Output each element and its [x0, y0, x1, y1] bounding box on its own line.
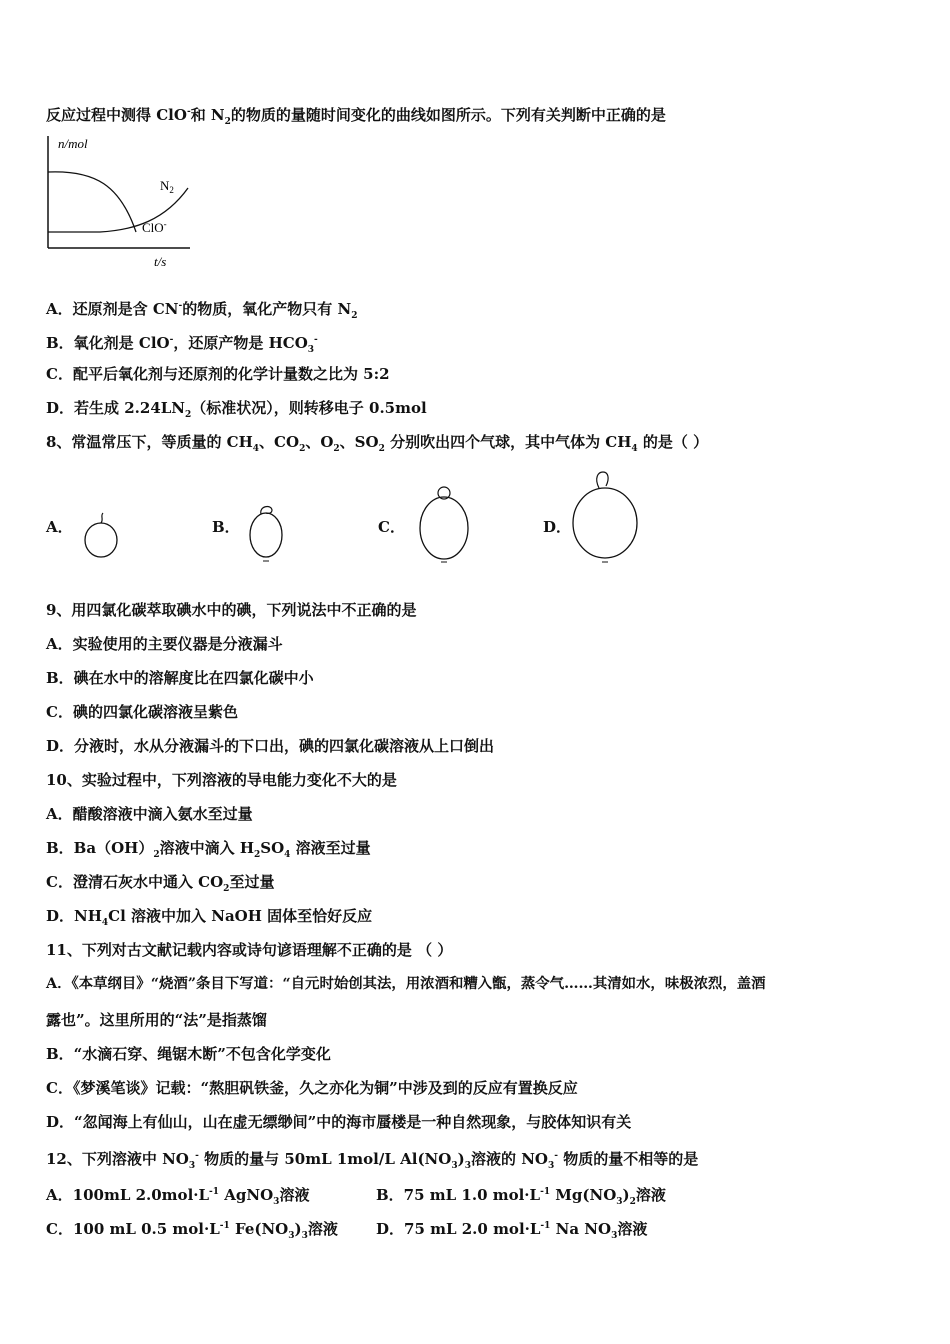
y-axis-label: n/mol	[58, 136, 88, 151]
q8-option-a-label: A．	[46, 518, 73, 536]
q8-option-d-label: D．	[543, 518, 572, 536]
q9-option-a: A．实验使用的主要仪器是分液漏斗	[46, 635, 283, 653]
balloon-d	[568, 468, 642, 564]
q11-option-b: B．“水滴石穿、绳锯木断”不包含化学变化	[46, 1045, 331, 1063]
q10-option-a: A．醋酸溶液中滴入氨水至过量	[46, 805, 253, 823]
q10-option-c: C．澄清石灰水中通入 $CO_2$至过量	[46, 873, 275, 894]
q10-option-b: B．$Ba(OH)_2$溶液中滴入 $H_2SO_4$ 溶液至过量	[46, 839, 371, 860]
x-axis-label: t/s	[154, 254, 167, 269]
q7-option-b: B．氧化剂是 ClO-，还原产物是 $HCO_3^-$	[46, 334, 318, 355]
q7-option-c: C．配平后氧化剂与还原剂的化学计量数之比为 5:2	[46, 365, 390, 383]
n2-label: $N_2$	[160, 178, 174, 195]
n2-curve	[48, 188, 188, 232]
q7-option-a: A．还原剂是含 CN-的物质，氧化产物只有 $N_2$	[46, 300, 358, 321]
q12-option-c: C．100 mL 0.5 $mol\cdot L^{-1}$ $Fe(NO_3)_3$溶液	[46, 1220, 338, 1241]
q10-option-d: D．$NH_4Cl$ 溶液中加入 NaOH 固体至恰好反应	[46, 907, 373, 928]
q8-option-b-label: B．	[212, 518, 240, 536]
q11-option-c: C．《梦溪笔谈》记载：“熬胆矾铁釜，久之亦化为铜”中涉及到的反应有置换反应	[46, 1079, 578, 1097]
balloon-c	[414, 484, 474, 564]
balloon-b	[245, 500, 287, 564]
q9-option-b: B．碘在水中的溶解度比在四氯化碳中小	[46, 669, 314, 687]
balloon-a	[80, 508, 122, 562]
q12-option-a: A．100mL $2.0mol\cdot L^{-1}$ AgNO$_3$溶液	[46, 1186, 310, 1207]
q11-option-a-line2: 露也”。这里所用的“法”是指蒸馏	[46, 1011, 267, 1029]
q8-option-c-label: C．	[378, 518, 405, 536]
q9-option-c: C．碘的四氯化碳溶液呈紫色	[46, 703, 238, 721]
q10-stem: 10、实验过程中，下列溶液的导电能力变化不大的是	[46, 771, 397, 789]
q12-option-d: D．75 mL 2.0 $mol\cdot L^{-1}$ Na $NO_3$溶液	[376, 1220, 648, 1241]
q12-stem: 12、下列溶液中 $NO_3^-$ 物质的量与 50mL 1mol/L $Al(NO_3)_3$溶液的 $NO_3^-$ 物质的量不相等的是	[46, 1150, 699, 1171]
q11-stem: 11、下列对古文献记载内容或诗句谚语理解不正确的是 （ ）	[46, 941, 453, 959]
clo-label: ClO-	[142, 219, 167, 235]
intro-text: 反应过程中测得 ClO-和 $N_2$的物质的量随时间变化的曲线如图所示。下列有关判断中正确的是	[46, 106, 666, 127]
clo-curve	[48, 172, 136, 232]
q9-option-d: D．分液时，水从分液漏斗的下口出，碘的四氯化碳溶液从上口倒出	[46, 737, 495, 755]
q11-option-d: D．“忽闻海上有仙山，山在虚无缥缈间”中的海市蜃楼是一种自然现象，与胶体知识有关	[46, 1113, 632, 1131]
q9-stem: 9、用四氯化碳萃取碘水中的碘，下列说法中不正确的是	[46, 601, 417, 619]
q11-option-a-line1: A．《本草纲目》“烧酒”条目下写道：“自元时始创其法，用浓酒和糟入甑，蒸令气……其清如水，味极浓烈，盖酒	[46, 975, 766, 992]
q7-option-d: D．若生成 $2.24LN_2$（标准状况），则转移电子 0.5mol	[46, 399, 427, 420]
q12-option-b: B．75 mL 1.0 $mol\cdot L^{-1}$ $Mg(NO_3)_2$溶液	[376, 1186, 666, 1207]
q8-stem: 8、常温常压下，等质量的 $CH_4$、$CO_2$、$O_2$、$SO_2$ 分别吹出四个气球，其中气体为 $CH_4$ 的是（ ）	[46, 433, 709, 454]
n-t-graph	[40, 130, 200, 272]
